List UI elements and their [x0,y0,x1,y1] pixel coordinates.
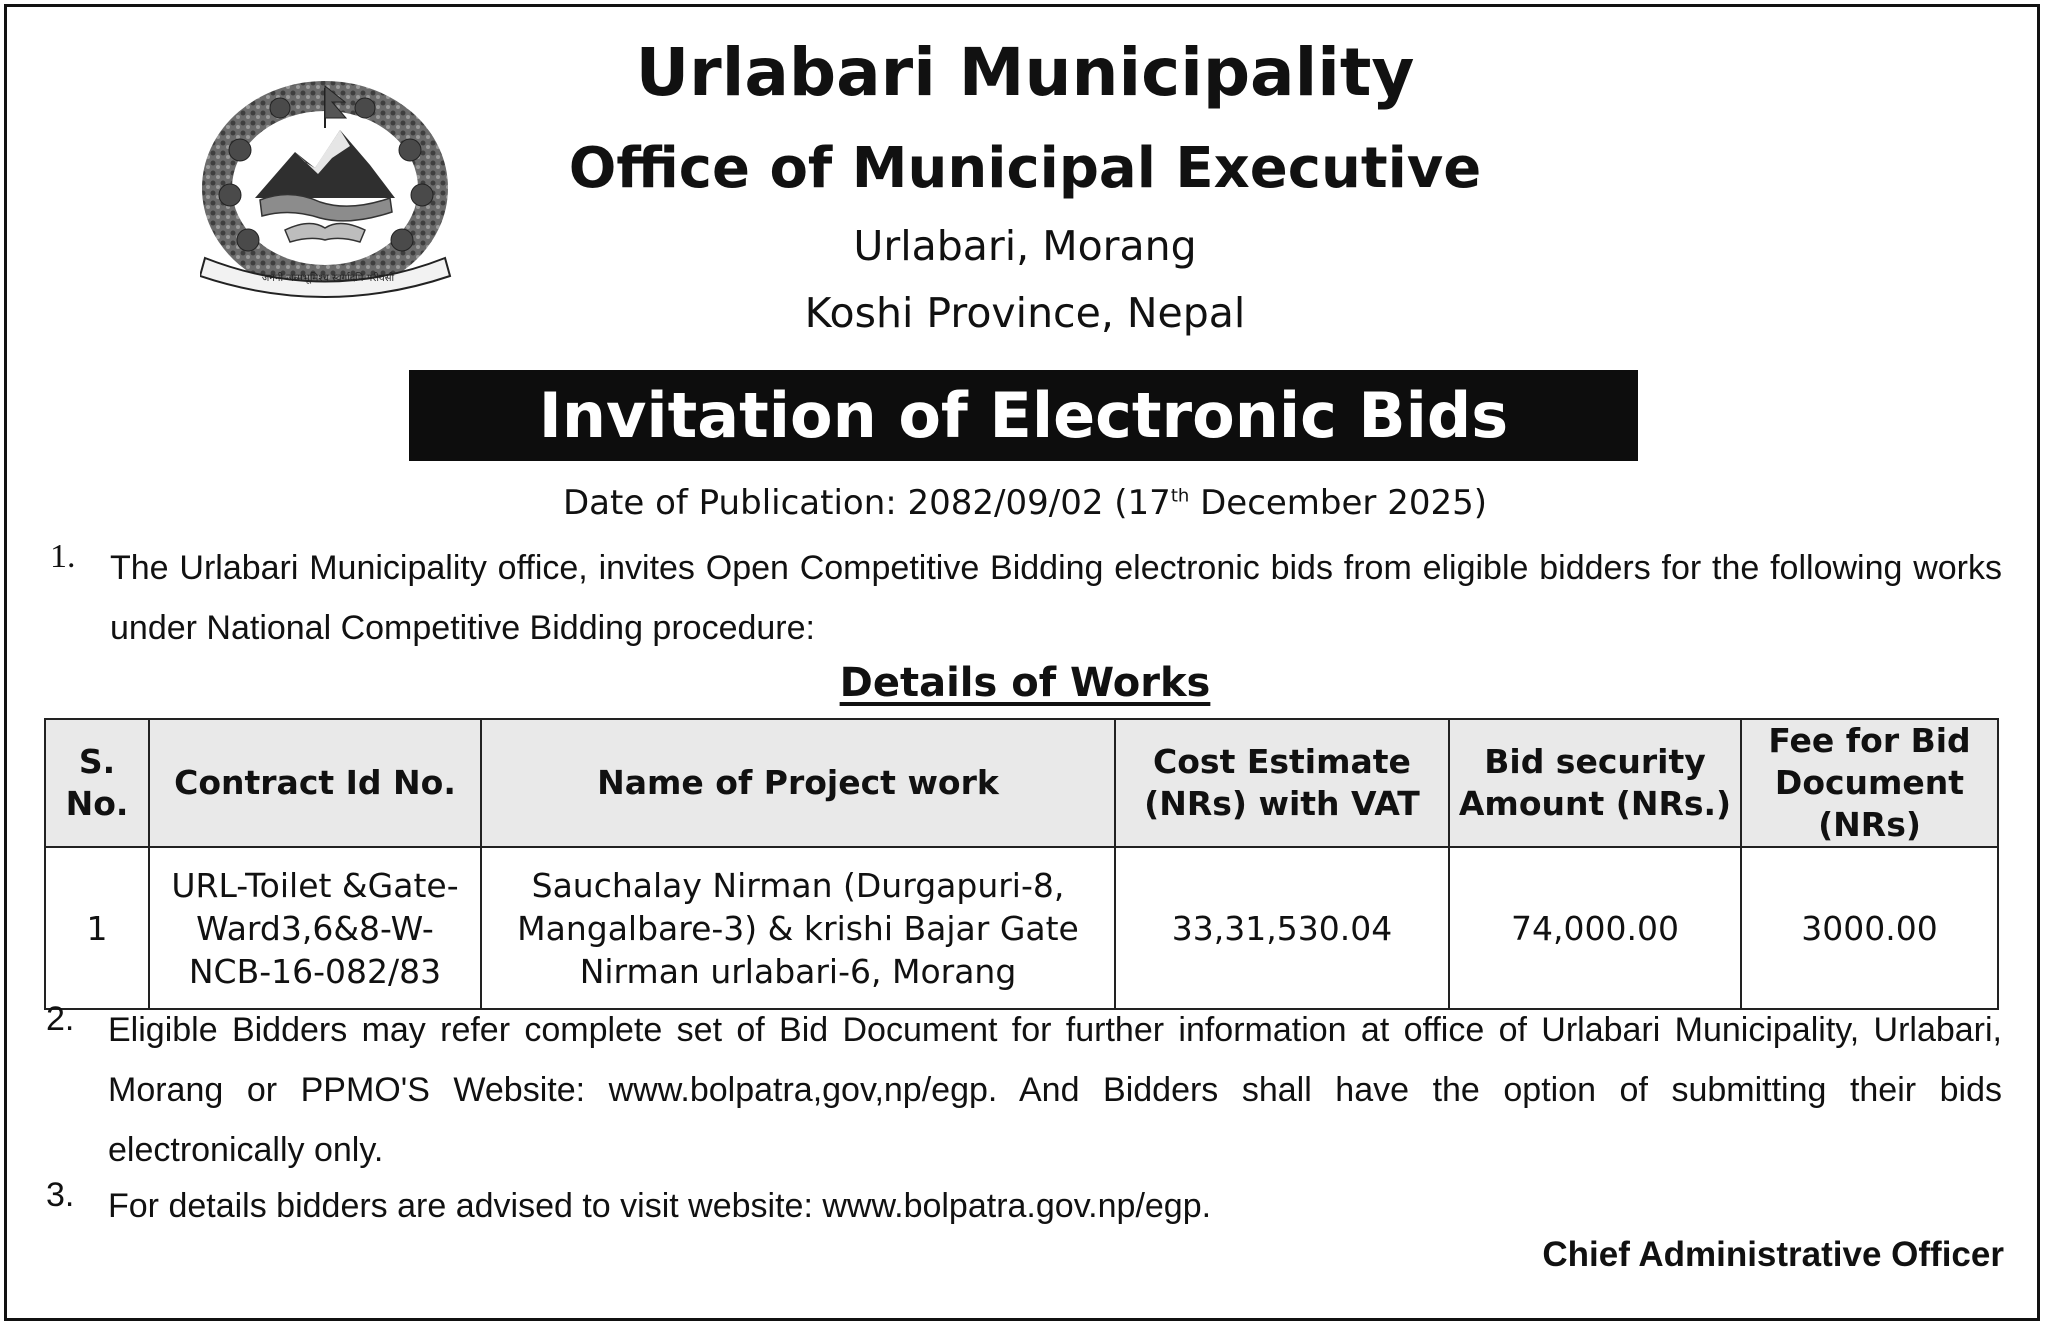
cell-project: Sauchalay Nirman (Durgapuri-8, Mangalbare-3) & krishi Bajar Gate Nirman urlabari-6, Morang [481,847,1115,1009]
works-section-title [390,660,1660,706]
paragraph-3-number: 3. [46,1176,75,1214]
cell-contract-id: URL-Toilet &Gate-Ward3,6&8-W-NCB-16-082/83 [149,847,481,1009]
table-row [45,847,1998,1009]
column-header-contract-id: Contract Id No. [149,719,481,847]
paragraph-2-number: 2. [46,1000,75,1038]
column-header-sn: S. No. [45,719,149,847]
cell-bid-security: 74,000.00 [1449,847,1741,1009]
signature-title: Chief Administrative Officer [1542,1235,2004,1274]
cell-fee: 3000.00 [1741,847,1998,1009]
paragraph-1-text: The Urlabari Municipality office, invites Open Competitive Bidding electronic bids from eligible bidders for the following works under National Competitive Bidding procedure: [110,549,2002,647]
invitation-banner: Invitation of Electronic Bids [409,370,1638,461]
paragraph-2-text: Eligible Bidders may refer complete set of Bid Document for further information at office of Urlabari Municipality, Urlabari, Morang or PPMO'S Website: www.bolpatra,gov,np/egp. And Bidders shall have the option of submitting their bids electronically only. [108,1011,2002,1169]
emblem-motto: जननी जन्मभूमिश्च स्वर्गादपि गरीयसी [261,273,395,284]
publication-date [390,483,1660,523]
publication-date-prefix: Date of Publication: 2082/09/02 (17 [563,483,1171,523]
works-title-text: Details of Works [839,660,1211,706]
works-table [44,718,1999,1010]
municipality-title: Urlabari Municipality [635,34,1415,111]
column-header-cost-estimate: Cost Estimate (NRs) with VAT [1115,719,1449,847]
cell-cost-estimate: 33,31,530.04 [1115,847,1449,1009]
column-header-fee: Fee for Bid Document (NRs) [1741,719,1998,847]
office-title: Office of Municipal Executive [568,136,1482,201]
paragraph-1-number: 1. [50,538,76,575]
address-line-1: Urlabari, Morang [853,222,1197,270]
publication-date-superscript: th [1170,485,1190,507]
cell-sn: 1 [45,847,149,1009]
column-header-project: Name of Project work [481,719,1115,847]
column-header-bid-security: Bid security Amount (NRs.) [1449,719,1741,847]
works-table-header-row [45,719,1998,847]
paragraph-3-text: For details bidders are advised to visit website: www.bolpatra.gov.np/egp. [108,1187,1212,1225]
publication-date-suffix: December 2025) [1189,483,1487,523]
address-line-2: Koshi Province, Nepal [804,289,1246,337]
